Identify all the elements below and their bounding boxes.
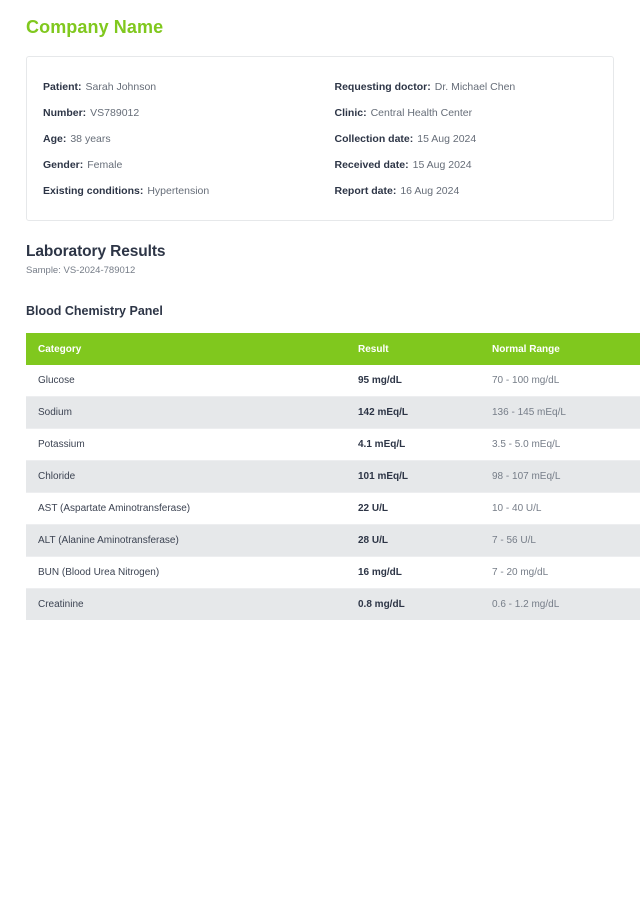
- info-label: Report date:: [334, 185, 397, 197]
- cell-category: Glucose: [26, 365, 346, 397]
- info-label: Age:: [43, 133, 67, 145]
- cell-result: 28 U/L: [346, 525, 480, 557]
- info-row: [43, 126, 333, 152]
- column-header-result: Result: [346, 333, 480, 365]
- cell-normal-range: 7 - 20 mg/dL: [480, 557, 640, 589]
- info-row: [334, 74, 613, 100]
- cell-result: 16 mg/dL: [346, 557, 480, 589]
- cell-normal-range: 136 - 145 mEq/L: [480, 397, 640, 429]
- info-value: Dr. Michael Chen: [434, 81, 516, 93]
- info-row: [334, 152, 613, 178]
- info-row: [43, 152, 333, 178]
- laboratory-results-title: Laboratory Results: [26, 243, 166, 260]
- patient-info-left-column: [27, 74, 333, 204]
- info-label: Gender:: [43, 159, 84, 171]
- info-value: 38 years: [70, 133, 111, 145]
- info-row: [43, 100, 333, 126]
- info-value: 16 Aug 2024: [400, 185, 460, 197]
- info-label: Patient:: [43, 81, 82, 93]
- table-header: [26, 333, 640, 365]
- patient-info-right-column: [333, 74, 613, 204]
- info-label: Number:: [43, 107, 87, 119]
- info-row: [334, 178, 613, 204]
- company-name-title: Company Name: [26, 17, 164, 37]
- table-row: [26, 525, 640, 557]
- blood-chemistry-results-table: [26, 333, 640, 620]
- cell-result: 95 mg/dL: [346, 365, 480, 397]
- blood-chemistry-panel-title: Blood Chemistry Panel: [26, 304, 163, 318]
- cell-result: 142 mEq/L: [346, 397, 480, 429]
- cell-normal-range: 3.5 - 5.0 mEq/L: [480, 429, 640, 461]
- table-row: [26, 557, 640, 589]
- info-value: VS789012: [90, 107, 140, 119]
- patient-info-card: [26, 56, 614, 221]
- info-value: Female: [87, 159, 123, 171]
- info-label: Requesting doctor:: [334, 81, 431, 93]
- cell-category: Potassium: [26, 429, 346, 461]
- info-value: Central Health Center: [370, 107, 473, 119]
- cell-category: BUN (Blood Urea Nitrogen): [26, 557, 346, 589]
- table-row: [26, 589, 640, 621]
- cell-result: 4.1 mEq/L: [346, 429, 480, 461]
- info-row: [334, 100, 613, 126]
- cell-normal-range: 70 - 100 mg/dL: [480, 365, 640, 397]
- info-value: Hypertension: [147, 185, 210, 197]
- cell-result: 22 U/L: [346, 493, 480, 525]
- sample-id-text: Sample: VS-2024-789012: [26, 265, 136, 276]
- info-row: [334, 126, 613, 152]
- table-row: [26, 461, 640, 493]
- info-value: 15 Aug 2024: [417, 133, 477, 145]
- table-row: [26, 397, 640, 429]
- cell-normal-range: 7 - 56 U/L: [480, 525, 640, 557]
- cell-category: AST (Aspartate Aminotransferase): [26, 493, 346, 525]
- table-body: [26, 365, 640, 620]
- info-value: 15 Aug 2024: [412, 159, 472, 171]
- cell-normal-range: 10 - 40 U/L: [480, 493, 640, 525]
- cell-result: 101 mEq/L: [346, 461, 480, 493]
- info-value: Sarah Johnson: [85, 81, 157, 93]
- cell-category: Creatinine: [26, 589, 346, 621]
- cell-category: Chloride: [26, 461, 346, 493]
- info-row: [43, 178, 333, 204]
- cell-category: Sodium: [26, 397, 346, 429]
- cell-normal-range: 0.6 - 1.2 mg/dL: [480, 589, 640, 621]
- info-label: Existing conditions:: [43, 185, 144, 197]
- info-label: Received date:: [334, 159, 409, 171]
- table-row: [26, 365, 640, 397]
- column-header-category: Category: [26, 333, 346, 365]
- table-row: [26, 429, 640, 461]
- table-row: [26, 493, 640, 525]
- column-header-normal-range: Normal Range: [480, 333, 640, 365]
- info-row: [43, 74, 333, 100]
- info-label: Clinic:: [334, 107, 367, 119]
- cell-result: 0.8 mg/dL: [346, 589, 480, 621]
- cell-normal-range: 98 - 107 mEq/L: [480, 461, 640, 493]
- info-label: Collection date:: [334, 133, 414, 145]
- cell-category: ALT (Alanine Aminotransferase): [26, 525, 346, 557]
- table-header-row: [26, 333, 640, 365]
